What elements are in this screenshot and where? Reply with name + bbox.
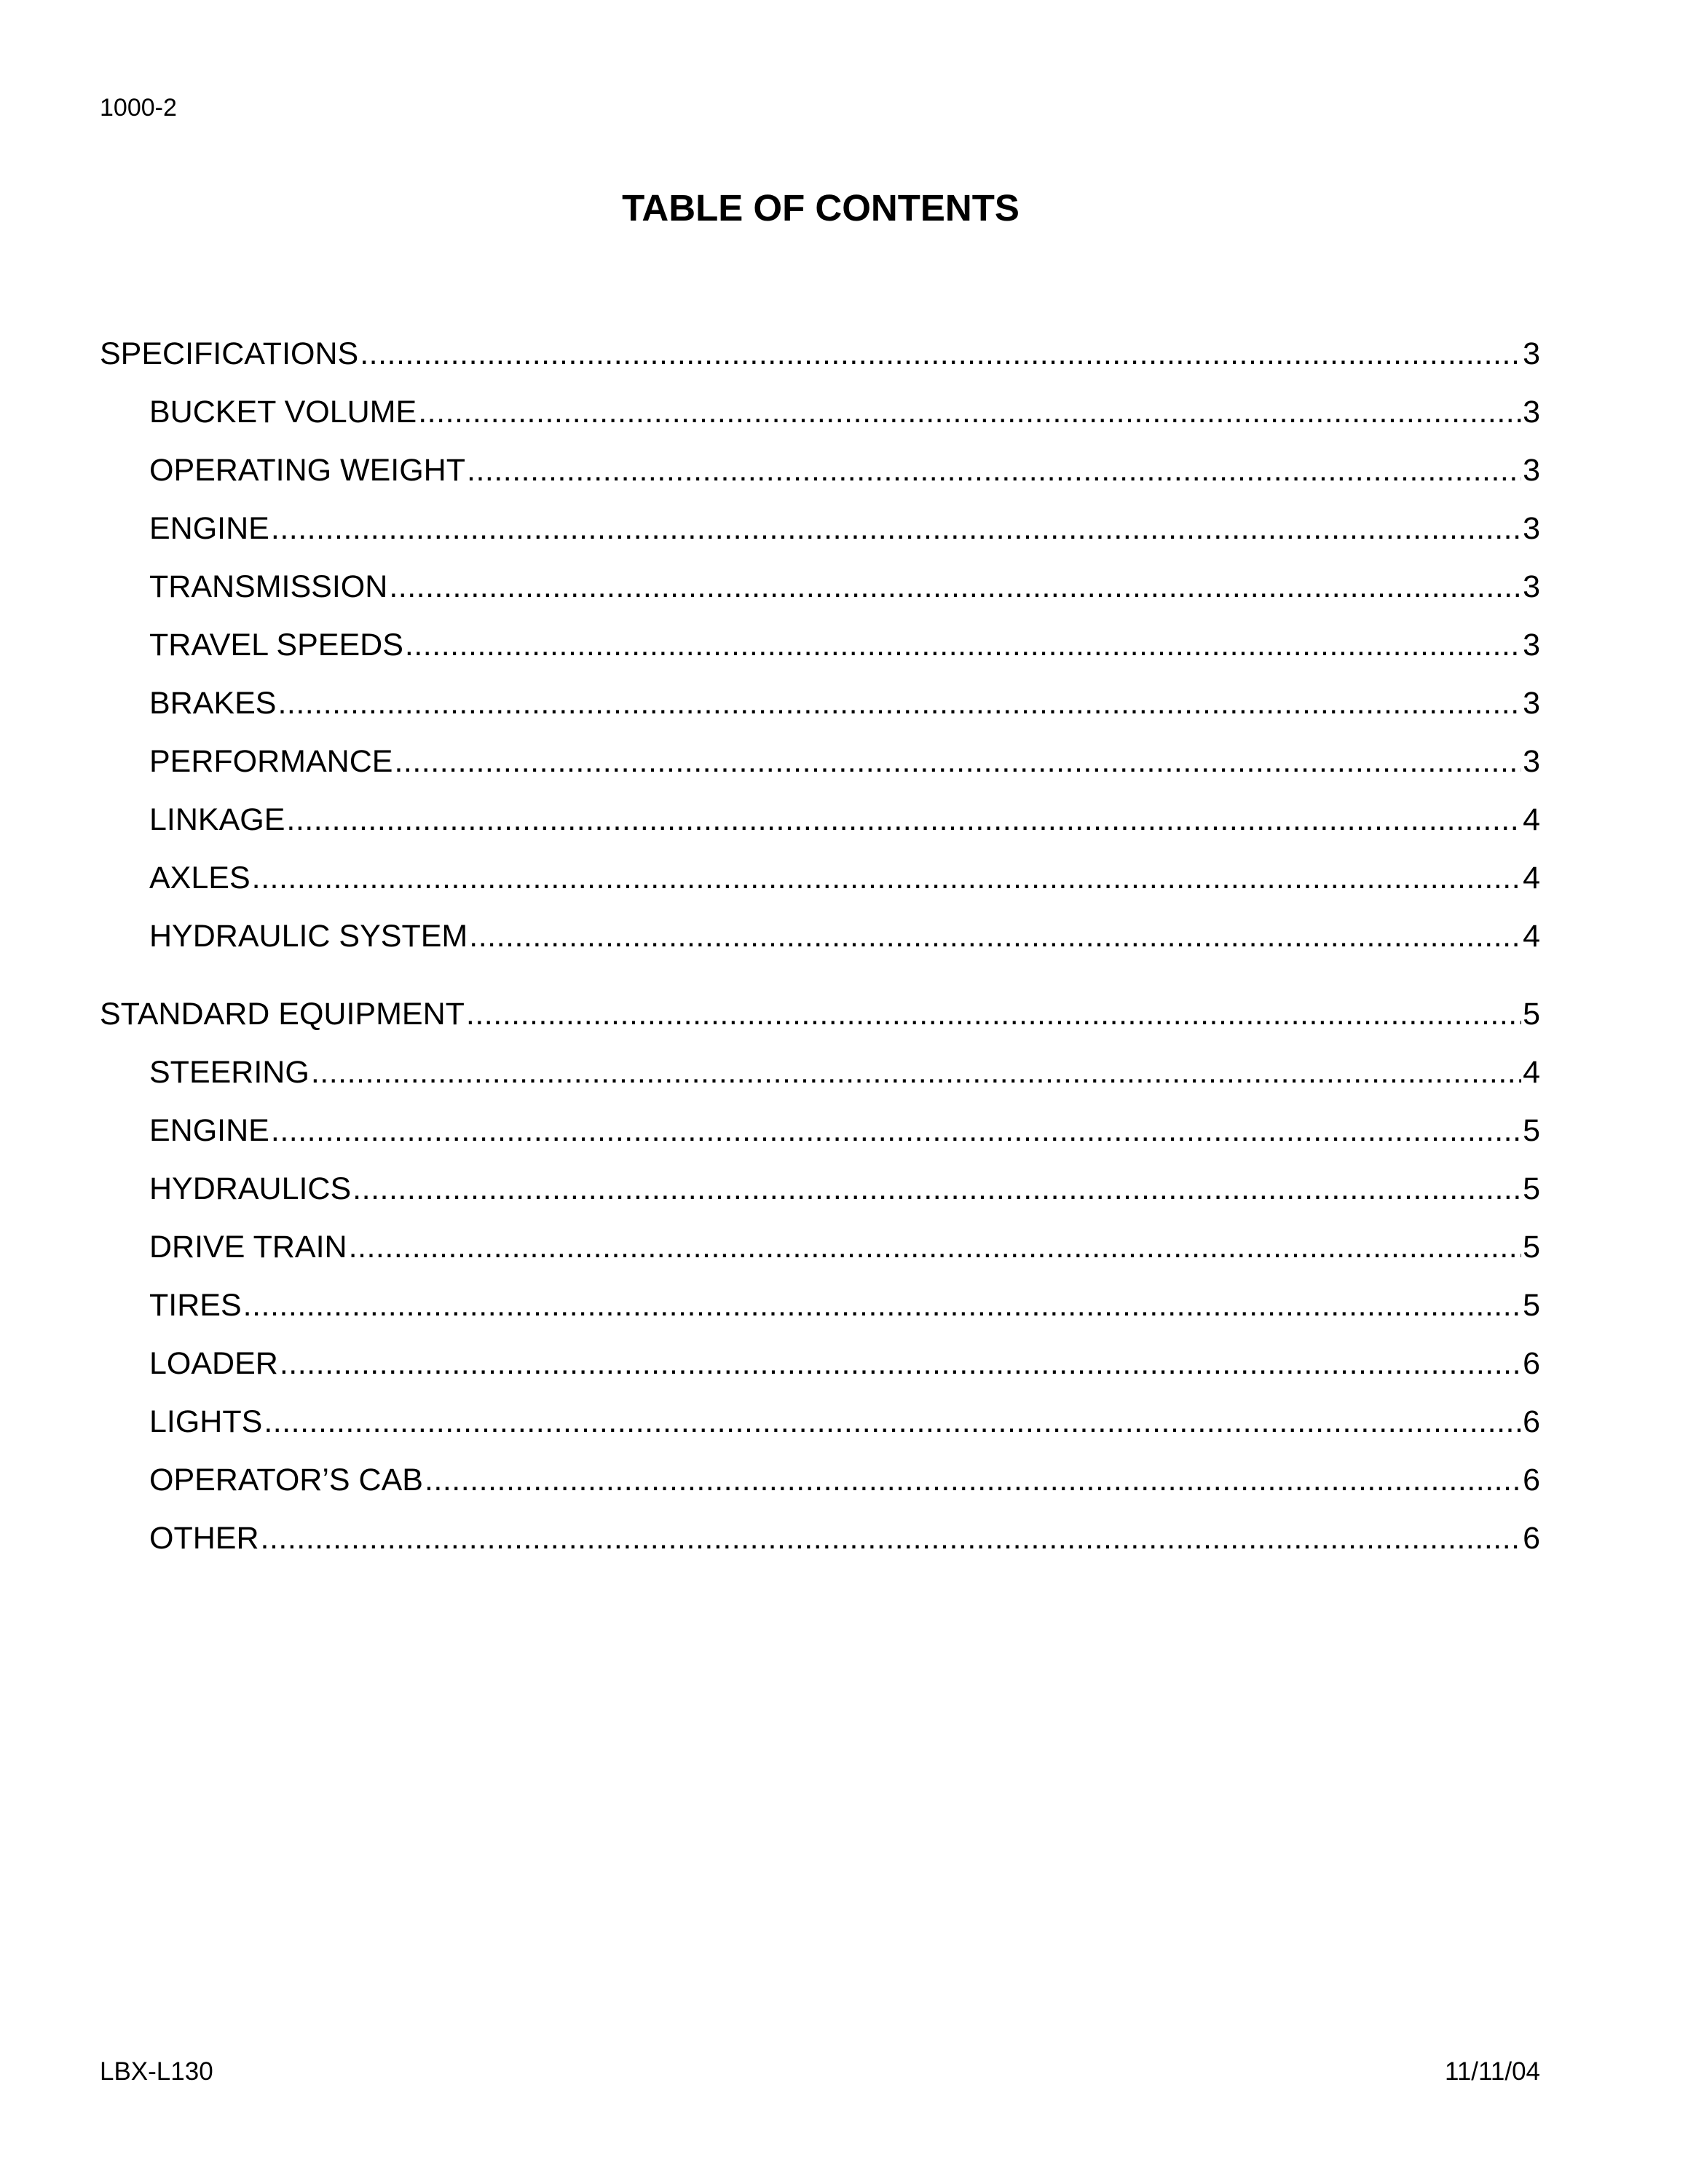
dot-leader (271, 1112, 1521, 1150)
dot-leader (349, 1228, 1521, 1266)
dot-leader (311, 1053, 1521, 1091)
toc-item-loader[interactable] (100, 1324, 1540, 1382)
dot-leader (243, 1286, 1521, 1324)
toc-page-number: 3 (1523, 453, 1540, 488)
toc-page-number: 3 (1523, 628, 1540, 662)
dot-leader (277, 684, 1521, 722)
toc-entry-label: LINKAGE (149, 802, 285, 837)
dot-leader (467, 451, 1521, 489)
toc-item-operators-cab[interactable] (100, 1441, 1540, 1499)
toc-entry-label: LOADER (149, 1346, 278, 1381)
toc-entry-label: TRANSMISSION (149, 569, 388, 604)
dot-leader (360, 335, 1521, 373)
toc-entry-label: AXLES (149, 860, 251, 895)
toc-item-transmission[interactable] (100, 547, 1540, 606)
toc-entry-label: STEERING (149, 1055, 309, 1090)
toc-page-number: 3 (1523, 686, 1540, 721)
toc-item-operating-weight[interactable] (100, 431, 1540, 489)
toc-item-drive-train[interactable] (100, 1208, 1540, 1266)
dot-leader (425, 1461, 1521, 1499)
toc-item-hydraulic-system[interactable] (100, 897, 1540, 955)
toc-entry-label: BRAKES (149, 686, 277, 721)
dot-leader (394, 743, 1521, 780)
toc-item-tires[interactable] (100, 1266, 1540, 1324)
dot-leader (418, 393, 1521, 431)
toc-item-bucket-volume[interactable] (100, 373, 1540, 431)
toc-item-other[interactable] (100, 1499, 1540, 1557)
toc-entry-label: PERFORMANCE (149, 744, 393, 779)
toc-page-number: 5 (1523, 1113, 1540, 1148)
toc-section-standard-equipment[interactable] (100, 975, 1540, 1033)
toc-page-number: 4 (1523, 919, 1540, 954)
table-of-contents (100, 314, 1540, 1557)
toc-entry-label: STANDARD EQUIPMENT (100, 997, 465, 1032)
toc-entry-label: TRAVEL SPEEDS (149, 628, 403, 662)
dot-leader (264, 1403, 1521, 1441)
toc-entry-label: LIGHTS (149, 1404, 263, 1439)
toc-item-linkage[interactable] (100, 780, 1540, 839)
toc-item-engine-equipment[interactable] (100, 1091, 1540, 1150)
toc-page-number: 3 (1523, 395, 1540, 430)
toc-item-steering[interactable] (100, 1033, 1540, 1091)
toc-item-lights[interactable] (100, 1382, 1540, 1441)
toc-page-number: 4 (1523, 1055, 1540, 1090)
footer-model: LBX-L130 (100, 2057, 213, 2086)
toc-item-brakes[interactable] (100, 664, 1540, 722)
toc-page-number: 6 (1523, 1404, 1540, 1439)
toc-entry-label: OTHER (149, 1521, 259, 1556)
dot-leader (252, 859, 1521, 897)
toc-entry-label: OPERATING WEIGHT (149, 453, 465, 488)
dot-leader (469, 917, 1521, 955)
toc-item-axles[interactable] (100, 839, 1540, 897)
toc-entry-label: HYDRAULICS (149, 1171, 352, 1206)
toc-page-number: 3 (1523, 744, 1540, 779)
toc-page-number: 3 (1523, 511, 1540, 546)
toc-page-number: 4 (1523, 860, 1540, 895)
dot-leader (271, 510, 1521, 547)
dot-leader (280, 1345, 1521, 1382)
dot-leader (389, 568, 1521, 606)
toc-page-number: 6 (1523, 1346, 1540, 1381)
page-title: TABLE OF CONTENTS (622, 187, 1019, 229)
toc-page-number: 5 (1523, 1171, 1540, 1206)
toc-item-performance[interactable] (100, 722, 1540, 780)
dot-leader (405, 626, 1521, 664)
dot-leader (261, 1519, 1522, 1557)
toc-page-number: 5 (1523, 1230, 1540, 1265)
toc-entry-label: HYDRAULIC SYSTEM (149, 919, 468, 954)
toc-entry-label: TIRES (149, 1288, 242, 1323)
footer-date: 11/11/04 (1444, 2057, 1540, 2086)
toc-page-number: 5 (1523, 997, 1540, 1032)
toc-page-number: 6 (1523, 1521, 1540, 1556)
toc-page-number: 6 (1523, 1463, 1540, 1497)
toc-section-specifications[interactable] (100, 314, 1540, 373)
toc-entry-label: SPECIFICATIONS (100, 336, 359, 371)
toc-page-number: 4 (1523, 802, 1540, 837)
page-header-code: 1000-2 (100, 94, 177, 122)
toc-item-hydraulics[interactable] (100, 1150, 1540, 1208)
dot-leader (352, 1170, 1521, 1208)
toc-entry-label: OPERATOR’S CAB (149, 1463, 423, 1497)
toc-page-number: 3 (1523, 336, 1540, 371)
toc-entry-label: ENGINE (149, 511, 269, 546)
dot-leader (466, 995, 1521, 1033)
toc-item-travel-speeds[interactable] (100, 606, 1540, 664)
toc-page-number: 3 (1523, 569, 1540, 604)
toc-entry-label: DRIVE TRAIN (149, 1230, 347, 1265)
dot-leader (286, 801, 1521, 839)
toc-page-number: 5 (1523, 1288, 1540, 1323)
toc-item-engine[interactable] (100, 489, 1540, 547)
toc-entry-label: ENGINE (149, 1113, 269, 1148)
toc-entry-label: BUCKET VOLUME (149, 395, 417, 430)
